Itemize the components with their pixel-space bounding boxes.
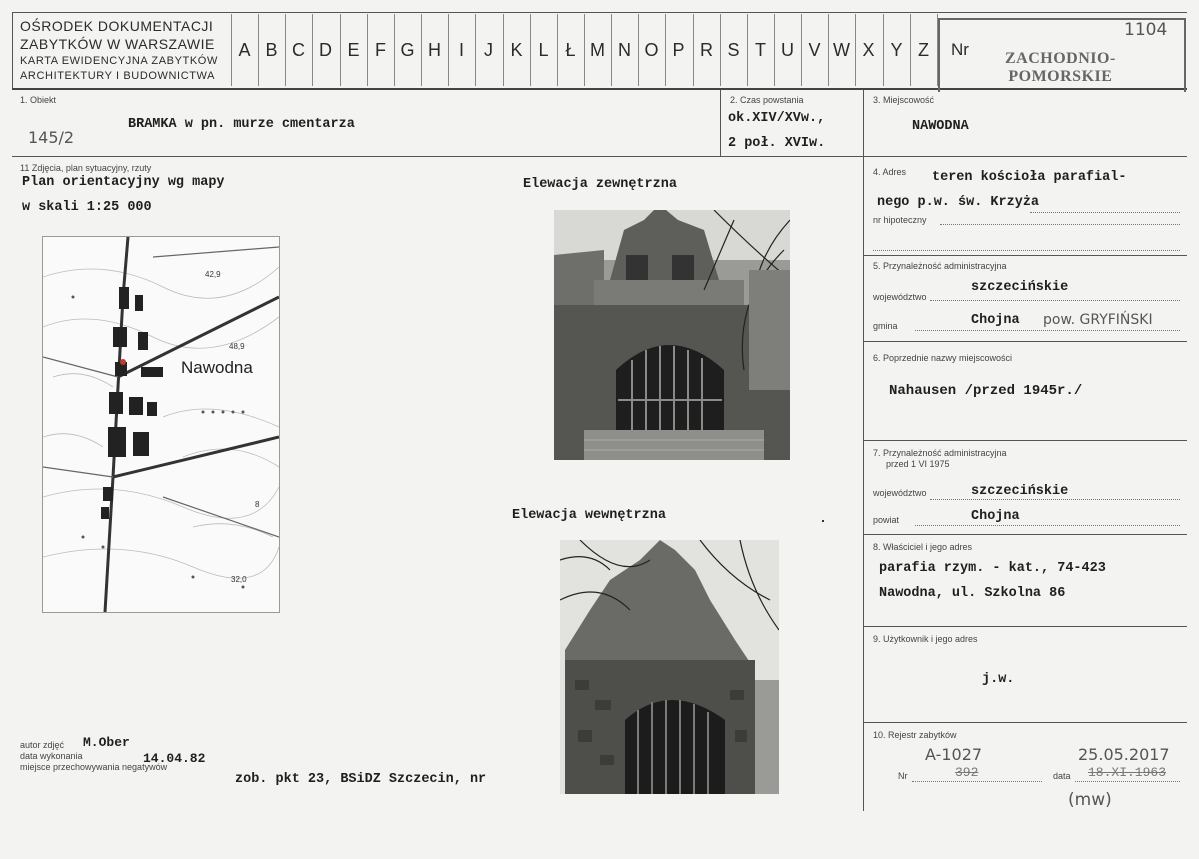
index-letter: R: [700, 40, 713, 60]
rejestr-nr-dotline: [912, 781, 1042, 782]
index-letter: C: [292, 40, 305, 60]
index-letter: H: [428, 40, 441, 60]
admin1975-label-2: przed 1 VI 1975: [886, 459, 950, 469]
admin-gmina-value: Chojna: [971, 313, 1020, 328]
plan-line-2: w skali 1:25 000: [22, 200, 152, 215]
right-sep-6: [863, 440, 1187, 441]
admin-woj-label: województwo: [873, 292, 927, 302]
top-border: [12, 12, 1187, 13]
rejestr-data-new: 25.05.2017: [1078, 745, 1170, 764]
elev-ext-caption: Elewacja zewnętrzna: [523, 177, 677, 192]
stray-mark: [822, 520, 824, 522]
wlasciciel-line-1: parafia rzym. - kat., 74-423: [879, 561, 1106, 576]
miejscowosc-value: NAWODNA: [912, 119, 969, 134]
hipoteczny-label: nr hipoteczny: [873, 215, 927, 225]
miejsce-label: miejsce przechowywania negatywów: [20, 762, 168, 772]
index-letter: V: [808, 40, 821, 60]
miejscowosc-label: 3. Miejscowość: [873, 95, 935, 105]
photo-exterior-graphic: [554, 210, 790, 460]
region-stamp: ZACHODNIO- POMORSKIE: [1005, 50, 1116, 85]
card-number: 1104: [1124, 20, 1168, 40]
index-letter: O: [644, 40, 659, 60]
czas-line2: 2 poł. XVIw.: [728, 136, 826, 151]
czas-line1: ok.XIV/XVw.,: [728, 111, 826, 126]
elev-int-caption: Elewacja wewnętrzna: [512, 508, 666, 523]
admin-woj-dotline: [930, 300, 1180, 301]
poprzednie-label: 6. Poprzednie nazwy miejscowości: [873, 353, 1013, 363]
autor-value: M.Ober: [83, 735, 130, 750]
org-line-1: OŚRODEK DOKUMENTACJI: [20, 18, 214, 34]
obiekt-label: 1. Obiekt: [20, 95, 57, 105]
orientation-map: [42, 236, 280, 613]
right-sep-9: [863, 722, 1187, 723]
index-letter: S: [727, 40, 740, 60]
map-location-marker: [120, 359, 126, 365]
admin1975-powiat-dotline: [915, 525, 1180, 526]
uzytkownik-label: 9. Użytkownik i jego adres: [873, 634, 978, 644]
map-elevation-3: 8: [255, 500, 260, 509]
rejestr-data-label: data: [1053, 771, 1071, 781]
index-letter: Ł: [565, 40, 576, 60]
index-letter: B: [265, 40, 278, 60]
org-line-4: ARCHITEKTURY I BUDOWNICTWA: [20, 70, 216, 82]
admin-gmina-handwritten: pow. GRYFIŃSKI: [1043, 312, 1153, 328]
rejestr-data-dotline: [1075, 781, 1180, 782]
data-wykonania-label: data wykonania: [20, 751, 83, 761]
map-elevation-1: 42,9: [205, 270, 221, 279]
index-letter: L: [538, 40, 549, 60]
poprzednie-value: Nahausen /przed 1945r./: [889, 383, 1083, 399]
index-letter: P: [672, 40, 685, 60]
index-letter: A: [238, 40, 251, 60]
index-letter: I: [458, 40, 464, 60]
adres-line-2: nego p.w. św. Krzyża: [877, 195, 1040, 210]
right-sep-7: [863, 534, 1187, 535]
autor-label: autor zdjęć: [20, 740, 65, 750]
rejestr-label: 10. Rejestr zabytków: [873, 730, 957, 740]
right-sep-4: [863, 255, 1187, 256]
zob-note: zob. pkt 23, BSiDZ Szczecin, nr: [235, 772, 487, 787]
row1-divider-a: [720, 90, 721, 156]
admin1975-label-1: 7. Przynależność administracyjna: [873, 448, 1007, 458]
map-graphic: [43, 237, 279, 612]
left-border: [12, 12, 13, 88]
map-elevation-2: 48,9: [229, 342, 245, 351]
rejestr-initials: (mw): [1068, 790, 1112, 810]
index-letter: Z: [918, 40, 929, 60]
row1-divider-b: [863, 90, 864, 156]
map-town-label: Nawodna: [181, 358, 253, 377]
obiekt-handwritten: 145/2: [28, 128, 75, 147]
index-letter: G: [400, 40, 415, 60]
adres-label: 4. Adres: [873, 167, 907, 177]
wlasciciel-label: 8. Właściciel i jego adres: [873, 542, 973, 552]
admin-label: 5. Przynależność administracyjna: [873, 261, 1007, 271]
right-sep-5: [863, 341, 1187, 342]
zdjecia-label: 11 Zdjęcia, plan sytuacyjny, rzuty: [20, 163, 152, 173]
czas-label: 2. Czas powstania: [730, 95, 804, 105]
index-letter: T: [755, 40, 766, 60]
photo-exterior: [554, 210, 790, 460]
index-letter: W: [833, 40, 850, 60]
admin-gmina-label: gmina: [873, 321, 898, 331]
adres-line-1: teren kościoła parafial-: [932, 170, 1127, 185]
index-letter: U: [781, 40, 794, 60]
adres-dotline-1: [1030, 212, 1180, 213]
index-letter: D: [319, 40, 332, 60]
rejestr-data-old: 18.XI.1963: [1088, 765, 1167, 780]
data-wykonania-value: 14.04.82: [143, 751, 206, 766]
index-letter: M: [590, 40, 605, 60]
admin1975-woj-dotline: [930, 499, 1180, 500]
admin1975-powiat-value: Chojna: [971, 509, 1020, 524]
row1-bottom-rule: [12, 156, 1187, 157]
index-letter: Y: [890, 40, 903, 60]
admin1975-woj-label: województwo: [873, 488, 927, 498]
plan-line-1: Plan orientacyjny wg mapy: [22, 175, 225, 190]
index-letter: E: [347, 40, 360, 60]
admin1975-powiat-label: powiat: [873, 515, 900, 525]
uzytkownik-value: j.w.: [982, 672, 1015, 687]
map-elevation-4: 32,0: [231, 575, 247, 584]
photo-interior: [560, 540, 779, 794]
rejestr-nr-new: A-1027: [925, 745, 983, 764]
adres-dotline-2: [940, 224, 1180, 225]
nr-label: Nr: [951, 40, 969, 59]
admin-gmina-dotline: [915, 330, 1180, 331]
index-letter: F: [375, 40, 386, 60]
admin1975-woj-value: szczecińskie: [971, 484, 1069, 499]
org-line-2: ZABYTKÓW W WARSZAWIE: [20, 36, 215, 52]
adres-dotline-3: [873, 250, 1180, 251]
admin-woj-value: szczecińskie: [971, 280, 1069, 295]
index-letter: K: [510, 40, 523, 60]
rejestr-nr-label: Nr: [898, 771, 908, 781]
photo-interior-graphic: [560, 540, 779, 794]
org-line-3: KARTA EWIDENCYJNA ZABYTKÓW: [20, 55, 218, 67]
wlasciciel-line-2: Nawodna, ul. Szkolna 86: [879, 586, 1066, 601]
index-letter: J: [484, 40, 493, 60]
index-letter: N: [618, 40, 631, 60]
rejestr-nr-old: 392: [955, 765, 979, 780]
index-letter: X: [862, 40, 875, 60]
obiekt-value: BRAMKA w pn. murze cmentarza: [128, 117, 355, 132]
right-sep-8: [863, 626, 1187, 627]
